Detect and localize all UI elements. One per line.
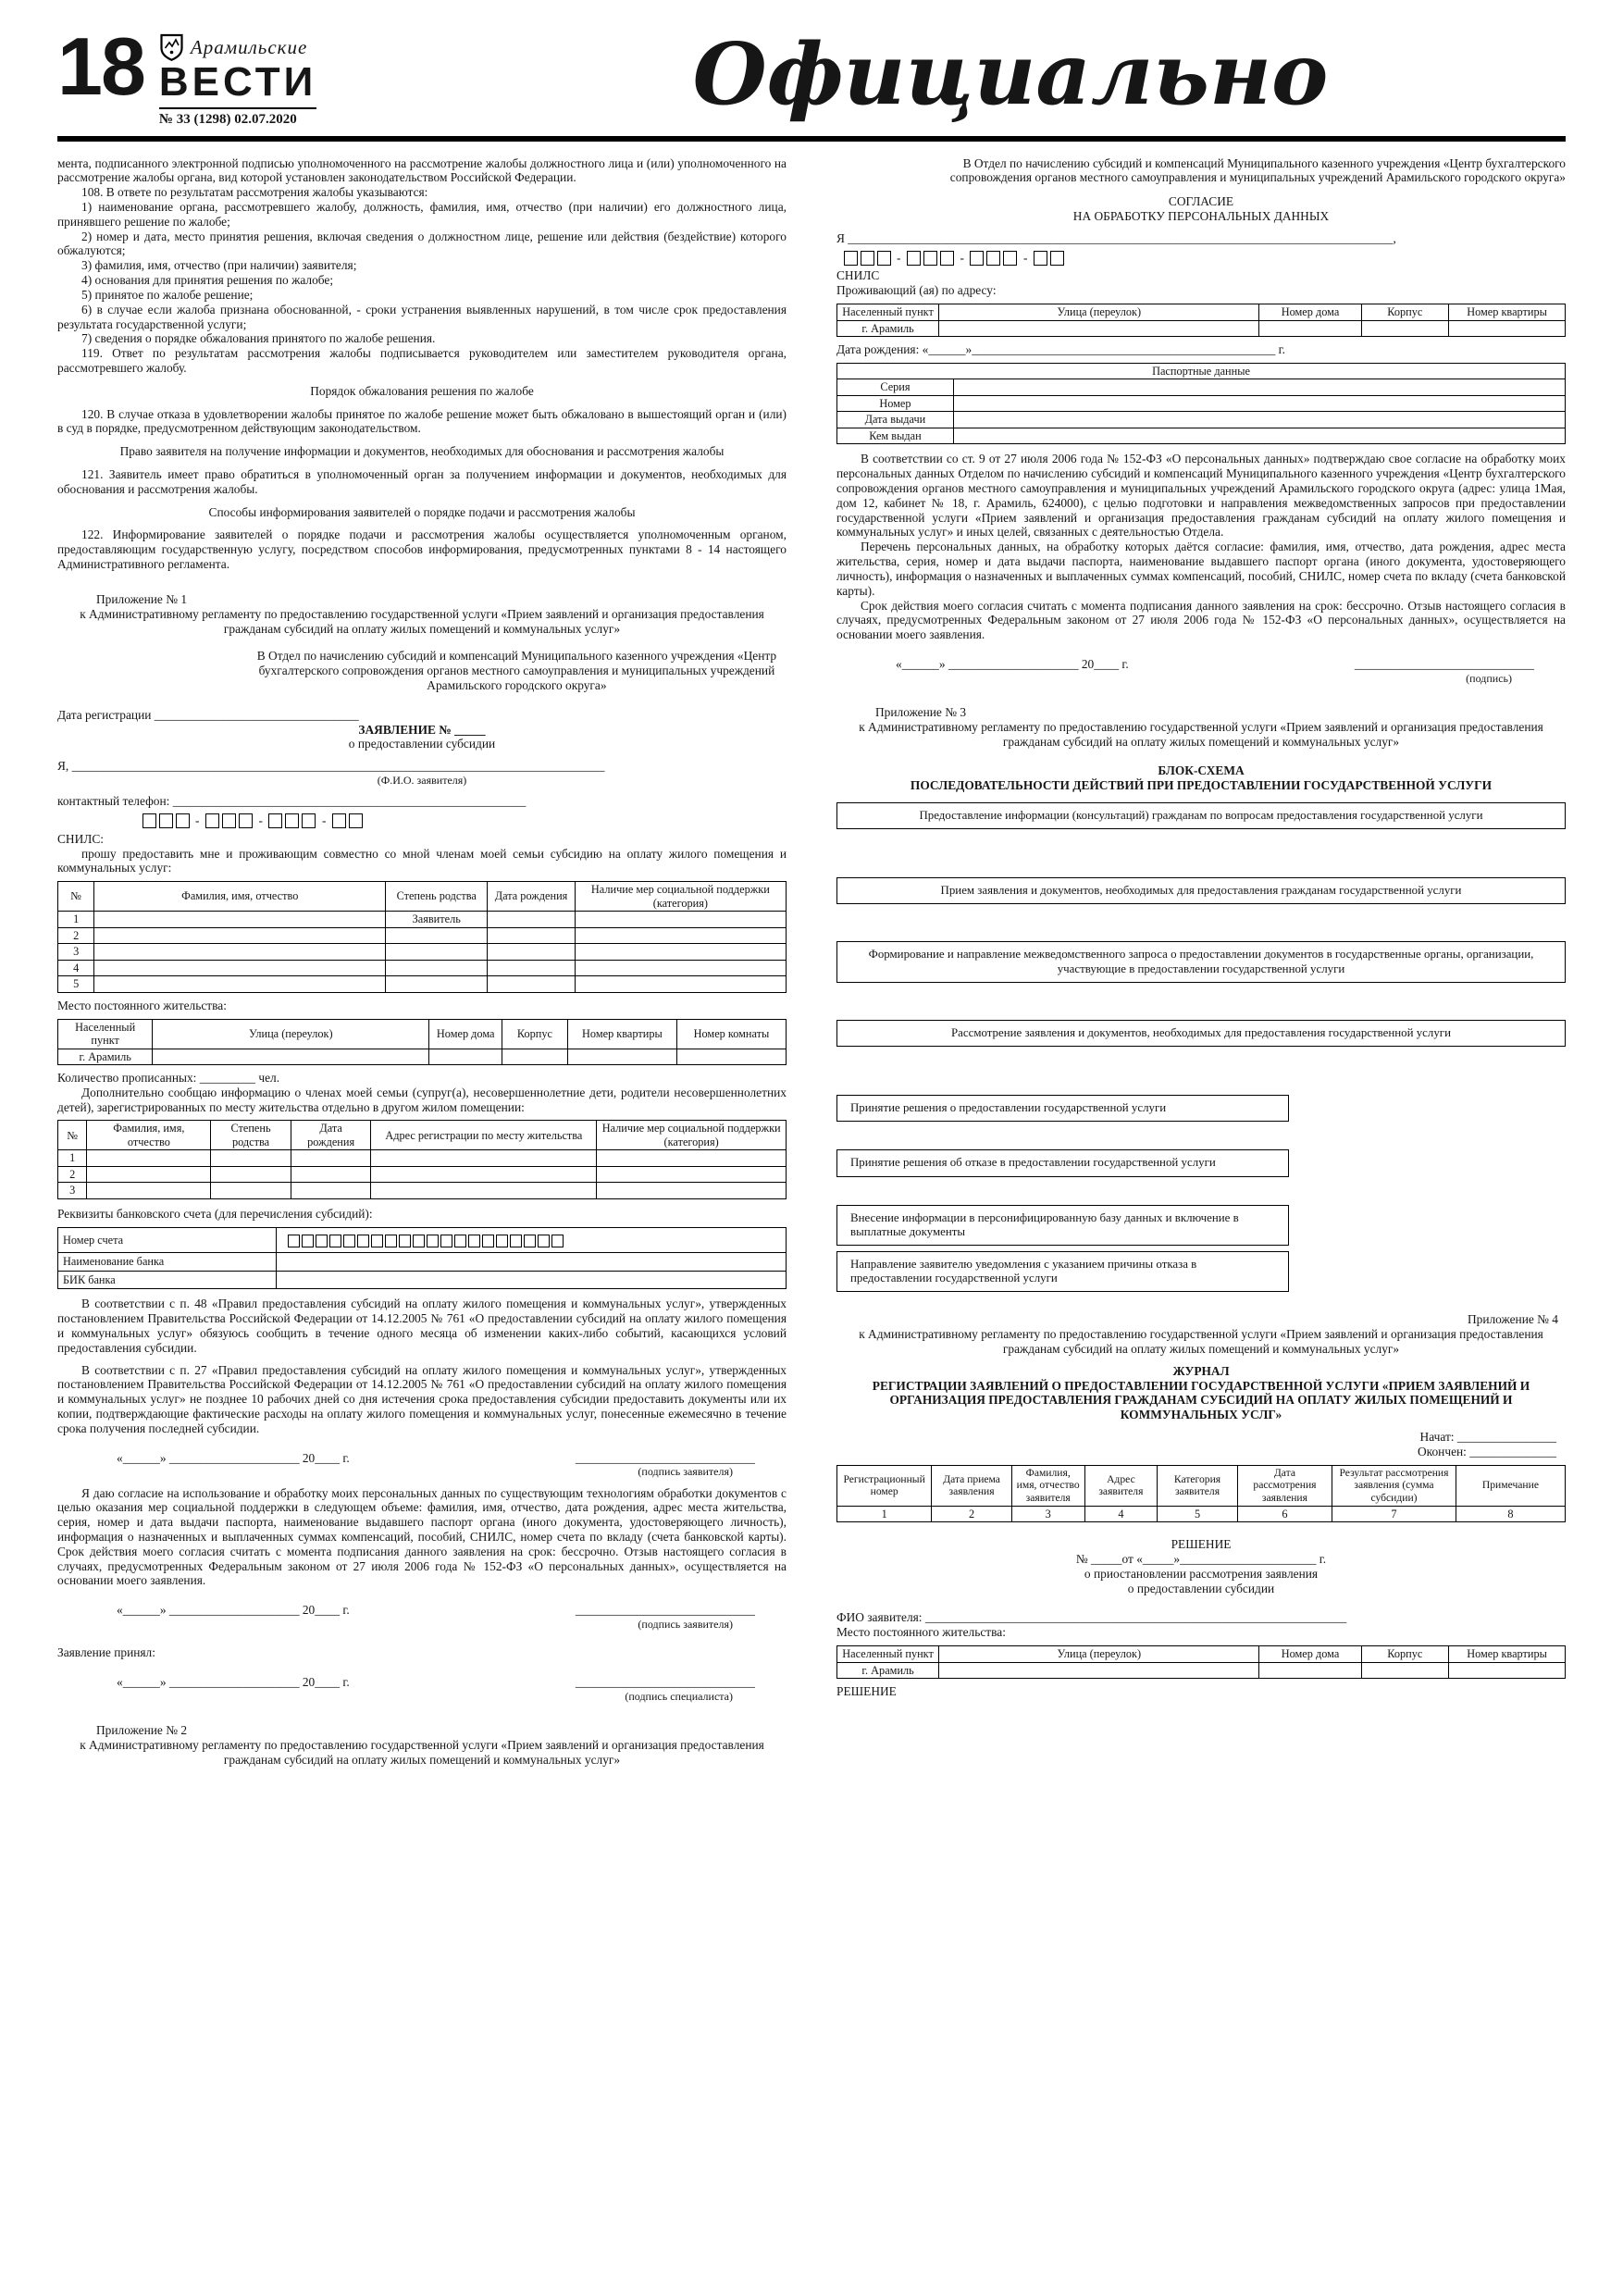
decision-subtitle: о приостановлении рассмотрения заявления	[1084, 1566, 1319, 1581]
addressee-block: В Отдел по начислению субсидий и компенсаций Муниципального казенного учреждения «Центр бухгалтерского сопровождения органов местного самоуправления и муниципальных учреждений Арамильского городского округа»	[256, 649, 777, 692]
bank-row-label: Наименование банка	[58, 1253, 277, 1272]
residence-table: Населенный пункт Улица (переулок) Номер дома Корпус Номер квартиры г. Арамиль	[836, 1645, 1566, 1679]
passport-table: Паспортные данные Серия Номер Дата выдачи Кем выдан	[836, 363, 1566, 445]
paragraph: прошу предоставить мне и проживающим совместно со мной членам моей семьи субсидию на оплату жилого помещения и коммунальных услуг:	[57, 846, 787, 875]
snils-label: СНИЛС:	[57, 831, 105, 846]
applicant-fio-line: ФИО заявителя: ____________________________________________________________________	[836, 1610, 1347, 1625]
annex-title: Приложение № 1	[96, 591, 188, 606]
snils-boxes: - - -	[842, 251, 1065, 266]
right-column	[836, 156, 1566, 1699]
signature-caption: (подпись специалиста)	[625, 1689, 733, 1703]
date-signature-row	[57, 1451, 787, 1466]
applicant-name-line: Я ________________________________________________________________________________________,	[836, 230, 1396, 245]
article-body	[57, 156, 1566, 1771]
address-table: Населенный пункт Улица (переулок) Номер дома Корпус Номер квартиры г. Арамиль	[836, 304, 1566, 337]
brand-name-top: Арамильские	[190, 36, 308, 59]
signature-blank: _____________________________	[575, 1675, 755, 1690]
consent-title: СОГЛАСИЕ	[1168, 194, 1234, 209]
subsection-heading: Порядок обжалования решения по жалобе	[310, 383, 534, 398]
signature-blank: _____________________________	[575, 1450, 755, 1465]
phone-line: контактный телефон: _________________________________________________________	[57, 794, 527, 809]
residence-label: Место постоянного жительства:	[57, 998, 227, 1012]
address-label: Проживающий (ая) по адресу:	[836, 283, 997, 298]
paragraph: В соответствии с п. 27 «Правил предоставления субсидий на оплату жилого помещения и коммунальных услуг», утвержденных постановлением Правительства Российской Федерации от 14.12.2005 № 761 «О предоставлении субсидий на оплату жилого помещения и коммунальных услуг» не позднее 10 рабочих дней со дня истечения срока предоставления субсидии предоставить документы или их копии, подтверждающие фактические расходы на оплату жилого помещения и коммунальных услуг, понесенные ежемесячно в течение срока получения последней субсидии.	[57, 1362, 787, 1435]
annex-text: к Административному регламенту по предоставлению государственной услуги «Прием заявлений и организация предоставления гражданам субсидий на оплату жилых помещений и коммунальных услуг»	[859, 1327, 1543, 1356]
flowchart-step: Рассмотрение заявления и документов, необходимых для предоставления государственной услуги	[836, 1020, 1566, 1047]
date-blank: «______» _____________________ 20____ г.	[117, 1675, 350, 1690]
journal-finished-line: Окончен: ______________	[1417, 1444, 1556, 1458]
paragraph: Дополнительно сообщаю информацию о членах моей семьи (супруг(а), несовершеннолетние дети, родители несовершеннолетних детей), зарегистрированных по месту жительства отдельно в другом жилом помещении:	[57, 1085, 787, 1114]
addressee-block: В Отдел по начислению субсидий и компенсаций Муниципального казенного учреждения «Центр бухгалтерского сопровождения органов местного самоуправления и муниципальных учреждений Арамильского городского округа»	[949, 155, 1566, 185]
paragraph: 108. В ответе по результатам рассмотрения жалобы указываются:	[81, 185, 428, 200]
decision-title: РЕШЕНИЕ	[1171, 1537, 1232, 1552]
field-caption: (Ф.И.О. заявителя)	[377, 774, 467, 787]
issue-number: № 33 (1298) 02.07.2020	[159, 107, 316, 129]
annex-text: к Административному регламенту по предоставлению государственной услуги «Прием заявлений и организация предоставления гражданам субсидий на оплату жилых помещений и коммунальных услуг»	[80, 1737, 764, 1767]
signature-caption: (подпись)	[1466, 671, 1512, 685]
annex-title: Приложение № 3	[875, 704, 967, 719]
annex-text: к Административному регламенту по предоставлению государственной услуги «Прием заявлений и организация предоставления гражданам субсидий на оплату жилых помещений и коммунальных услуг»	[80, 606, 764, 636]
flowchart-title: ПОСЛЕДОВАТЕЛЬНОСТИ ДЕЙСТВИЙ ПРИ ПРЕДОСТАВЛЕНИИ ГОСУДАРСТВЕННОЙ УСЛУГИ	[910, 778, 1493, 793]
paragraph: 122. Информирование заявителей о порядке подачи и рассмотрения жалобы осуществляется уполномоченным органом, предоставляющим государственную услугу, посредством способов информирования, предусмотренных пунктами 8 - 14 настоящего Административного регламента.	[57, 527, 787, 572]
masthead	[57, 20, 455, 129]
bank-row-value	[277, 1271, 787, 1289]
date-signature-row	[57, 1675, 787, 1690]
bank-row-label: БИК банка	[58, 1271, 277, 1289]
paragraph: 120. В случае отказа в удовлетворении жалобы принятое по жалобе решение может быть обжаловано в вышестоящий орган и (или) в суд в порядке, предусмотренном действующим законодательством.	[57, 406, 787, 436]
list-item: 7) сведения о порядке обжалования принятого по жалобе решения.	[81, 331, 436, 346]
list-item: 6) в случае если жалоба признана обоснованной, - сроки устранения выявленных нарушений, в том числе срок предоставления результата государственной услуги;	[57, 302, 787, 331]
date-signature-row	[836, 657, 1566, 672]
form-title: ЗАЯВЛЕНИЕ № _____	[358, 722, 486, 737]
newspaper-logo	[159, 33, 316, 129]
left-column	[57, 156, 787, 1771]
list-item: 2) номер и дата, место принятия решения, включая сведения о должностном лице, решение или действия (бездействие) которого обжалуются;	[57, 229, 787, 258]
flowchart-step: Предоставление информации (консультаций) гражданам по вопросам предоставления государственной услуги	[836, 802, 1566, 829]
account-number-boxes	[287, 1235, 564, 1247]
flowchart	[836, 802, 1566, 1292]
flowchart-step: Внесение информации в персонифицированную базу данных и включение в выплатные документы	[836, 1205, 1289, 1246]
coat-of-arms-icon	[159, 33, 184, 62]
paragraph: В соответствии с п. 48 «Правил предоставления субсидий на оплату жилого помещения и коммунальных услуг», утвержденных постановлением Правительства Российской Федерации от 14.12.2005 № 761 «О предоставлении субсидий на оплату жилого помещения и коммунальных услуг» обязуюсь сообщить в течение одного месяца об изменении каких-либо событий, касающихся условий предоставления субсидии.	[57, 1297, 787, 1355]
journal-started-line: Начат: ________________	[1419, 1430, 1556, 1445]
decision-bottom-label: РЕШЕНИЕ	[836, 1684, 897, 1699]
annex-title: Приложение № 2	[96, 1723, 188, 1737]
family-members-table: № Фамилия, имя, отчество Степень родства Дата рождения Наличие мер социальной поддержки (категория) 1 Заявитель 2 3 4 5	[57, 881, 787, 993]
flowchart-step: Прием заявления и документов, необходимых для предоставления гражданам государственной услуги	[836, 877, 1566, 904]
consent-title: НА ОБРАБОТКУ ПЕРСОНАЛЬНЫХ ДАННЫХ	[1072, 209, 1330, 223]
paragraph: Я даю согласие на использование и обработку моих персональных данных по существующим технологиям обработки документов с целью оказания мер социальной поддержки в следующем объеме: фамилия, имя, отчество, дата рождения, адрес места жительства, серия, номер и дата выдачи паспорта, наименование выдавшего паспорт органа (иного документа, удостоверяющего личность), информация о назначенных и выплаченных суммах компенсаций, пособий, СНИЛС, номер счета по вкладу (счета банковской карты). Срок действия моего согласия считать с момента подписания данного заявления на срок: бессрочно. Отзыв настоящего согласия в случаях, предусмотренных Федеральным законом от 27 июля 2006 года № 152-ФЗ «О персональных данных», осуществляется на основании моего заявления.	[57, 1485, 787, 1588]
signature-caption: (подпись заявителя)	[638, 1465, 733, 1479]
snils-label: СНИЛС	[836, 268, 880, 283]
paragraph: 121. Заявитель имеет право обратиться в уполномоченный орган за получением информации и документов, необходимых для обоснования и рассмотрения жалобы.	[57, 467, 787, 496]
signature-blank: _____________________________	[1354, 656, 1534, 671]
residence-label: Место постоянного жительства:	[836, 1625, 1006, 1640]
birth-date-line: Дата рождения: «______»_________________________________________________ г.	[836, 342, 1285, 357]
registration-date-line: Дата регистрации _________________________________	[57, 707, 359, 722]
paragraph: Срок действия моего согласия считать с момента подписания данного заявления на срок: бессрочно. Отзыв настоящего согласия в случаях, предусмотренных Федеральным законом от 27 июля 2006 года № 152-ФЗ «О персональных данных», осуществляется на основании моего заявления.	[836, 598, 1566, 642]
page-header	[57, 20, 1566, 129]
paragraph: 119. Ответ по результатам рассмотрения жалобы подписывается руководителем или заместителем руководителя органа, рассмотревшего жалобу.	[57, 346, 787, 375]
brand-name-bottom: ВЕСТИ	[158, 59, 317, 105]
list-item: 3) фамилия, имя, отчество (при наличии) заявителя;	[81, 258, 357, 273]
snils-boxes: - - -	[141, 813, 364, 828]
date-blank: «______» _____________________ 20____ г.	[117, 1450, 350, 1465]
bank-details-table	[57, 1227, 787, 1290]
page-number: 18	[57, 20, 144, 112]
date-blank: «______» _____________________ 20____ г.	[117, 1603, 350, 1618]
signature-caption: (подпись заявителя)	[638, 1618, 733, 1632]
bank-details-label: Реквизиты банковского счета (для перечисления субсидий):	[57, 1206, 373, 1221]
flowchart-step: Направление заявителю уведомления с указанием причины отказа в предоставлении государственной услуги	[836, 1251, 1289, 1292]
form-subtitle: о предоставлении субсидии	[348, 737, 496, 751]
bank-row-label: Номер счета	[58, 1227, 277, 1253]
registered-count-line: Количество прописанных: _________ чел.	[57, 1071, 280, 1086]
date-blank: «______» _____________________ 20____ г.	[896, 656, 1129, 671]
journal-title: РЕГИСТРАЦИИ ЗАЯВЛЕНИЙ О ПРЕДОСТАВЛЕНИИ ГОСУДАРСТВЕННОЙ УСЛУГИ «ПРИЕМ ЗАЯВЛЕНИЙ И ОРГАНИЗАЦИЯ ПРЕДОСТАВЛЕНИЯ ГРАЖДАНАМ СУБСИДИЙ НА ОПЛАТУ ЖИЛЫХ ПОМЕЩЕНИЙ И КОММУНАЛЬНЫХ УСЛГ»	[872, 1378, 1530, 1422]
section-title: Официально	[692, 24, 1329, 124]
flowchart-step: Формирование и направление межведомственного запроса о предоставлении документов в государственные органы, организации, участвующие в предоставлении государственной услуги	[836, 941, 1566, 982]
list-item: 4) основания для принятия решения по жалобе;	[81, 273, 334, 288]
accepted-by-label: Заявление принял:	[57, 1645, 155, 1660]
annex-title: Приложение № 4	[1467, 1312, 1558, 1327]
bank-row-value	[277, 1253, 787, 1272]
journal-table: Регистрационный номер Дата приема заявления Фамилия, имя, отчество заявителя Адрес заявителя Категория заявителя Дата рассмотрения заявления Результат рассмотрения заявления (сумма субсидии) Примечание 1 2 3 4 5 6 7 8	[836, 1465, 1566, 1523]
decision-number-line: № _____от «_____»______________________ г.	[1075, 1552, 1327, 1567]
flowchart-step: Принятие решения об отказе в предоставлении государственной услуги	[836, 1149, 1289, 1176]
subsection-heading: Способы информирования заявителей о порядке подачи и рассмотрения жалобы	[208, 504, 636, 519]
list-item: 5) принятое по жалобе решение;	[81, 287, 254, 302]
paragraph: В соответствии со ст. 9 от 27 июля 2006 года № 152-ФЗ «О персональных данных» подтверждаю свое согласие на обработку моих персональных данных Отделом по начислению субсидий и компенсаций Муниципального казенного учреждения «Центр бухгалтерского сопровождения органов местного самоуправления и муниципальных учреждений Арамильского городского округа (адрес: улица 1Мая, дом 12, кабинет № 18, г. Арамиль, 624000), с целью подготовки и направления межведомственных запросов при предоставлении государственной услуги «Прием заявлений и организация предоставления гражданам субсидий на оплату жилого помещения и коммунальных услуг» и иных целей, связанных с деятельностью Отдела.	[836, 452, 1566, 540]
date-signature-row	[57, 1603, 787, 1618]
list-item: 1) наименование органа, рассмотревшего жалобу, должность, фамилия, имя, отчество (при наличии) его должностного лица, принявшего решение по жалобе;	[57, 200, 787, 229]
subsection-heading: Право заявителя на получение информации и документов, необходимых для обоснования и рассмотрения жалобы	[119, 444, 725, 459]
residence-table: Населенный пункт Улица (переулок) Номер дома Корпус Номер квартиры Номер комнаты г. Арамиль	[57, 1019, 787, 1066]
flowchart-title: БЛОК-СХЕМА	[1158, 763, 1245, 778]
journal-title: ЖУРНАЛ	[1172, 1363, 1230, 1378]
flowchart-step: Принятие решения о предоставлении государственной услуги	[836, 1095, 1289, 1122]
decision-subtitle: о предоставлении субсидии	[1127, 1581, 1275, 1595]
annex-text: к Административному регламенту по предоставлению государственной услуги «Прием заявлений и организация предоставления гражданам субсидий на оплату жилых помещений и коммунальных услуг»	[859, 719, 1543, 749]
header-rule	[57, 136, 1566, 142]
separate-household-table: № Фамилия, имя, отчество Степень родства Дата рождения Адрес регистрации по месту жительства Наличие мер социальной поддержки (категория) 1 2 3	[57, 1120, 787, 1199]
applicant-name-line: Я, ______________________________________________________________________________________	[57, 759, 605, 774]
paragraph: Перечень персональных данных, на обработку которых даётся согласие: фамилия, имя, отчество, дата рождения, адрес места жительства, серия, номер и дата выдачи паспорта, наименование выдавшего паспорт органа (иного документа, удостоверяющего личность), информация о назначенных и выплаченных суммах компенсаций, пособий, СНИЛС, номер счета по вкладу (счета банковской карты).	[836, 540, 1566, 598]
paragraph: мента, подписанного электронной подписью уполномоченного на рассмотрение жалобы должностного лица и (или) уполномоченного на рассмотрение жалобы органа, вид которой установлен законодательством Российской Федерации.	[57, 155, 787, 185]
signature-blank: _____________________________	[575, 1603, 755, 1618]
